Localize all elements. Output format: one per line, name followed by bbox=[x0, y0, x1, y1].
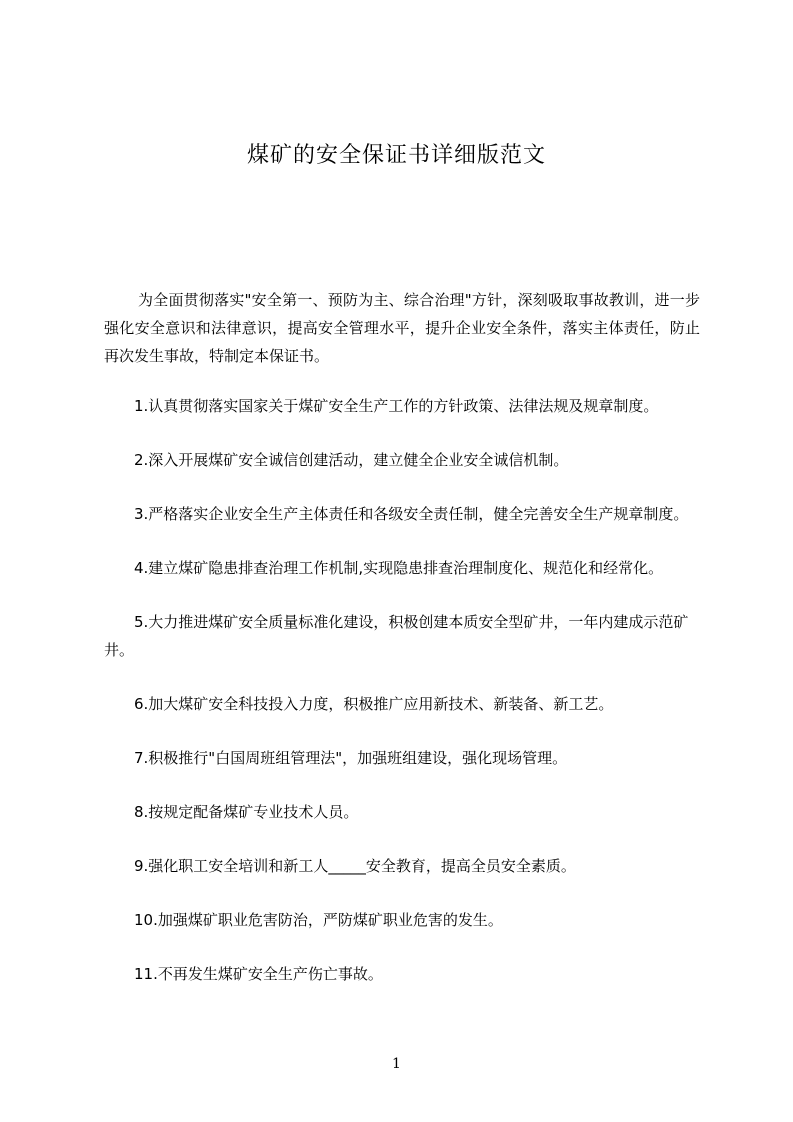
list-item-5: 5.大力推进煤矿安全质量标准化建设，积极创建本质安全型矿井，一年内建成示范矿井。 bbox=[104, 613, 689, 659]
document-title: 煤矿的安全保证书详细版范文 bbox=[246, 143, 546, 168]
list-item-7: 7.积极推行"白国周班组管理法"，加强班组建设，强化现场管理。 bbox=[134, 749, 568, 767]
list-item-11: 11.不再发生煤矿安全生产伤亡事故。 bbox=[134, 965, 383, 983]
list-item-2: 2.深入开展煤矿安全诚信创建活动，建立健全企业安全诚信机制。 bbox=[134, 451, 569, 469]
list-item-10: 10.加强煤矿职业危害防治，严防煤矿职业危害的发生。 bbox=[134, 911, 503, 929]
list-item-8: 8.按规定配备煤矿专业技术人员。 bbox=[134, 803, 359, 821]
list-item-3: 3.严格落实企业安全生产主体责任和各级安全责任制，健全完善安全生产规章制度。 bbox=[134, 505, 689, 523]
document-body bbox=[104, 286, 700, 988]
list-item-6: 6.加大煤矿安全科技投入力度，积极推广应用新技术、新装备、新工艺。 bbox=[134, 695, 614, 713]
intro-paragraph: 为全面贯彻落实"安全第一、预防为主、综合治理"方针，深刻吸取事故教训，进一步强化安全意识和法律意识，提高安全管理水平，提升企业安全条件，落实主体责任，防止再次发生事故，特制定本保证书。 bbox=[104, 291, 700, 365]
list-item-4: 4.建立煤矿隐患排查治理工作机制,实现隐患排查治理制度化、规范化和经常化。 bbox=[134, 559, 664, 577]
list-item-1: 1.认真贯彻落实国家关于煤矿安全生产工作的方针政策、法律法规及规章制度。 bbox=[134, 397, 659, 415]
list-item-9: 9.强化职工安全培训和新工人_____安全教育，提高全员安全素质。 bbox=[134, 857, 576, 875]
page-number: 1 bbox=[392, 1056, 401, 1072]
